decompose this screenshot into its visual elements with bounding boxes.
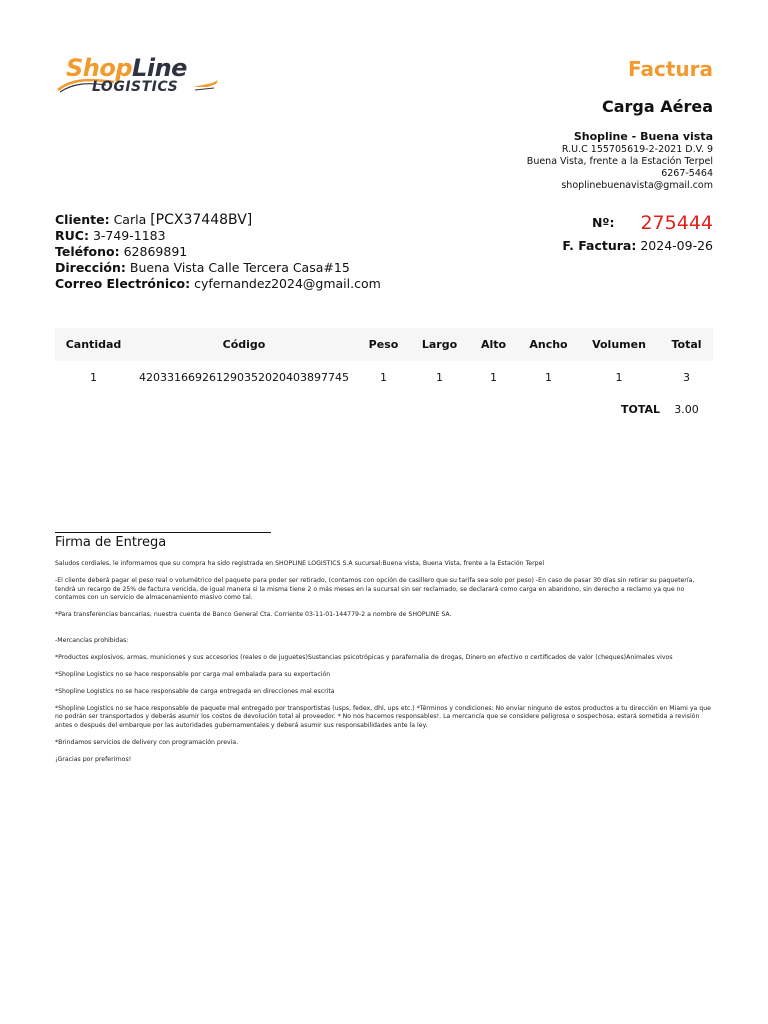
client-address-row: Dirección: Buena Vista Calle Tercera Casa#15 <box>55 260 350 275</box>
column-header: Largo <box>411 328 468 361</box>
column-header: Peso <box>356 328 411 361</box>
client-info <box>55 212 381 292</box>
terms-paragraph: *Shopline Logistics no se hace responsable por carga mal embalada para su exportación <box>55 670 331 678</box>
company-address: Buena Vista, frente a la Estación Terpel <box>526 156 713 167</box>
client-ruc-row: RUC: 3-749-1183 <box>55 228 166 243</box>
column-header: Cantidad <box>55 328 132 361</box>
column-header: Código <box>132 328 356 361</box>
terms-paragraph: -Mercancías prohibidas: <box>55 636 129 644</box>
total-row <box>55 393 713 425</box>
terms-paragraph: *Para transferencias bancarias, nuestra cuenta de Banco General Cta. Corriente 03-11-01-144779-2 a nombre de SHOPLINE SA. <box>55 611 452 618</box>
company-ruc: R.U.C 155705619-2-2021 D.V. 9 <box>561 144 713 155</box>
total-value: 3.00 <box>674 402 699 416</box>
invoice-number-row: Nº: 275444 <box>591 212 713 234</box>
terms-paragraph: *Brindamos servicios de delivery con programación previa. <box>55 738 239 746</box>
column-header: Alto <box>468 328 519 361</box>
terms-paragraph: *Shopline Logistics no se hace responsable de paquete mal entregado por transportistas (usps, fedex, dhl, ups etc.) *Términos y condiciones: No enviar ninguno de estos productos a tu dirección en Miami ya que no podrán ser transportados y deberás asumir los costos de devolución total al proveedor. * No nos hacemos responsables!. La mercancía que se considere peligrosa o sospechosa, estará sometida a revisión antes o después del embarque por las autoridades gubernamentales y deberá asumir sus responsabilidades ante la ley. <box>55 704 711 729</box>
table-cell: 1 <box>545 370 552 384</box>
column-header: Total <box>660 328 713 361</box>
table-cell: 1 <box>436 370 443 384</box>
shopline-logo <box>56 52 236 102</box>
signature-label: Firma de Entrega <box>55 535 167 550</box>
column-header: Ancho <box>519 328 578 361</box>
logo-wordmark: ShopLine <box>66 54 187 82</box>
company-phone: 6267-5464 <box>661 168 713 179</box>
total-label: TOTAL <box>620 402 660 416</box>
table-cell: 1 <box>380 370 387 384</box>
table-cell: 1 <box>490 370 497 384</box>
terms-paragraph: ¡Gracias por preferirnos! <box>55 755 132 763</box>
document-subtitle: Carga Aérea <box>601 97 713 116</box>
client-name-row: Cliente: Carla [PCX37448BV] <box>55 212 253 228</box>
table-row <box>55 361 713 393</box>
signature-line <box>55 532 271 533</box>
client-email-row: Correo Electrónico: cyfernandez2024@gmail.com <box>55 276 381 291</box>
terms-paragraph: Saludos cordiales, le informamos que su compra ha sido registrada en SHOPLINE LOGISTICS S.A sucursal:Buena vista, Buena Vista, frente a la Estación Terpel <box>55 560 545 567</box>
company-email: shoplinebuenavista@gmail.com <box>561 180 713 191</box>
invoice-meta <box>562 212 713 253</box>
client-phone-row: Teléfono: 62869891 <box>55 244 188 259</box>
airplane-icon <box>192 78 220 92</box>
terms-section <box>55 560 713 773</box>
company-info <box>527 130 713 192</box>
company-name: Shopline - Buena vista <box>573 130 713 143</box>
table-cell: 1 <box>615 370 623 384</box>
items-table <box>55 328 713 425</box>
table-header-row <box>55 328 713 361</box>
table-cell: 3 <box>683 370 690 384</box>
document-title: Factura <box>628 57 713 81</box>
column-header: Volumen <box>578 328 660 361</box>
invoice-number: 275444 <box>640 212 713 234</box>
table-cell: 420331669261290352020403897745 <box>139 370 349 384</box>
invoice-date-row: F. Factura: 2024-09-26 <box>562 238 713 253</box>
logo-subtitle: LOGISTICS <box>92 79 179 95</box>
terms-paragraph: -El cliente deberá pagar el peso real o volumétrico del paquete para poder ser retirado, (contamos con opción de casillero que su tarifa sea solo por peso) -En caso de pasar 30 días sin retirar su paquetería, tendrá un recargo de 25% de factura vencida, de igual manera si la misma tiene 2 o más meses en la sucursal sin ser reclamado, se declarará como carga en abandono, sin derecho a reclamo ya que no contamos con un servicio de almacenamiento masivo como tal. <box>55 577 695 601</box>
table-cell: 1 <box>90 370 97 384</box>
terms-paragraph: *Productos explosivos, armas, municiones y sus accesorios (reales o de juguetes)Sustancias psicotrópicas y parafernalia de drogas, Dinero en efectivo o certificados de valor (cheques)Animales vivos <box>55 653 673 661</box>
terms-paragraph: *Shopline Logistics no se hace responsable de carga entregada en direcciones mal escrita <box>55 687 335 695</box>
